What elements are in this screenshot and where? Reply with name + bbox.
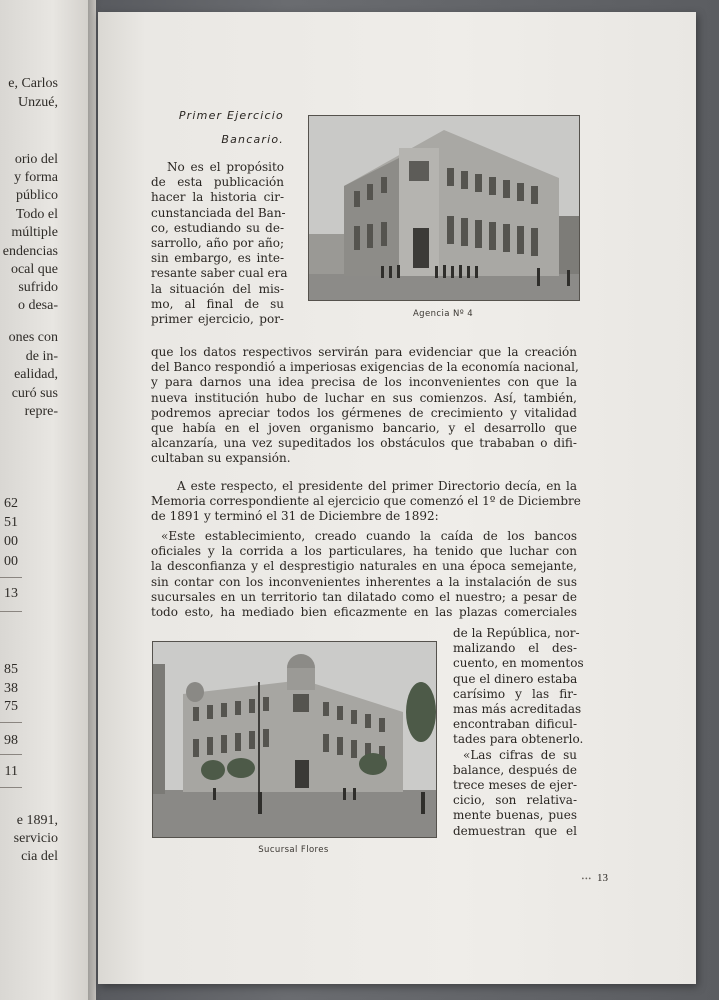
text-line: encontraban dificul- — [453, 717, 577, 732]
text-line: la situación del mis- — [151, 281, 284, 296]
text-line: malizando el des- — [453, 641, 577, 656]
previous-page-text: 51 — [4, 515, 18, 530]
intro-narrow-column — [151, 160, 288, 327]
text-line: mas más acreditadas — [453, 702, 582, 717]
text-line: A este respecto, el presidente del primer Directorio decía, en la — [177, 479, 577, 493]
text-line: cultaban su expansión. — [151, 451, 291, 466]
text-line: oficiales y la corrida a los particulares, ha tenido que luchar con — [151, 544, 577, 559]
previous-page-edge — [0, 0, 96, 1000]
text-line: que el dinero estaba — [453, 671, 578, 686]
previous-page-text: servicio — [13, 831, 58, 846]
text-line: primer ejercicio, por- — [151, 312, 284, 327]
page-number: 13 — [597, 872, 608, 884]
text-line: carísimo y las fir- — [453, 686, 577, 701]
previous-page-text: endencias — [2, 244, 58, 259]
quote-narrow-column — [453, 626, 584, 839]
text-line: que había en el joven organismo bancario, y el desarrollo que — [151, 421, 577, 436]
text-line: «Este establecimiento, creado cuando la caída de los bancos — [161, 529, 577, 543]
previous-page-rule — [0, 611, 22, 612]
previous-page-rule — [0, 754, 22, 755]
previous-page-text: ones con — [8, 330, 58, 345]
previous-page-text: repre- — [24, 404, 58, 419]
previous-page-text: Unzué, — [17, 95, 58, 110]
previous-page-text: y forma — [14, 170, 58, 185]
text-line: hacer la historia cir- — [151, 190, 284, 205]
previous-page-text: de in- — [25, 349, 58, 364]
text-line: No es el propósito — [167, 160, 284, 174]
text-line: de esta publicación — [151, 175, 284, 190]
text-line: de la República, nor- — [453, 626, 580, 640]
section-heading-line1: Primer Ejercicio — [178, 109, 284, 122]
text-line: trece meses de ejer- — [453, 778, 577, 793]
text-line: sin contar con los inconvenientes inherentes a la instalación de sus — [151, 574, 577, 589]
agencia-photo-caption: Agencia Nº 4 — [412, 309, 474, 319]
previous-page-text: curó sus — [11, 386, 58, 401]
previous-page-text: 98 — [4, 733, 18, 748]
previous-page-text: 75 — [4, 699, 18, 714]
text-line: del Banco respondió a imperiosas exigencias de la economía nacional, — [151, 360, 579, 375]
previous-page-rule — [0, 577, 22, 578]
text-line: demuestran que el — [453, 823, 577, 838]
text-line: podremos apreciar todos los gérmenes de crecimiento y vitalidad — [151, 405, 577, 420]
text-line: de 1891 y terminó el 31 de Diciembre de 1892: — [151, 509, 439, 524]
text-line: tades para obtenerlo. — [453, 732, 584, 747]
text-line: sarrollo, año por año; — [151, 236, 284, 251]
quote-paragraph — [151, 529, 577, 620]
text-line: sucursales en un territorio tan dilatado como el nuestro; a pesar de — [151, 589, 577, 604]
text-line: mente buenas, pues — [453, 808, 577, 823]
previous-page-text: 62 — [4, 496, 18, 511]
agencia-photo — [308, 115, 580, 301]
text-line: cunstanciada del Ban- — [151, 205, 286, 220]
text-line: «Las cifras de su — [463, 747, 577, 762]
text-line: resante saber cual era — [151, 266, 288, 281]
intro-paragraph — [151, 345, 577, 467]
previous-page-text: 00 — [4, 534, 18, 549]
previous-page-text: público — [16, 188, 58, 203]
previous-page-text: Todo el — [15, 207, 58, 222]
text-line: y para darnos una idea precisa de los inconvenientes con que la — [151, 375, 577, 390]
previous-page-text: 38 — [4, 681, 18, 696]
text-line: cicio, son relativa- — [453, 793, 577, 808]
previous-page-text: múltiple — [11, 225, 58, 240]
text-line: co, estudiando su de- — [151, 220, 284, 235]
previous-page-text: 85 — [4, 662, 18, 677]
text-line: Memoria correspondiente al ejercicio que comenzó el 1º de Diciembre — [151, 494, 581, 509]
text-line: sin embargo, es inte- — [151, 251, 284, 266]
book-page — [98, 12, 696, 984]
text-line: cuento, en momentos — [453, 656, 584, 671]
previous-page-text: e, Carlos — [8, 76, 58, 91]
previous-page-rule — [0, 722, 22, 723]
text-line: todo esto, ha mediado bien eficazmente en las plazas comerciales — [151, 605, 577, 620]
text-line: alcanzaría, una vez supeditados los obstáculos que trababan o difi- — [151, 436, 577, 451]
text-line: mo, al final de su — [151, 296, 284, 311]
previous-page-text: ealidad, — [14, 367, 58, 382]
previous-page-rule — [0, 787, 22, 788]
agencia-building-illustration — [309, 116, 579, 300]
previous-page-text: ocal que — [10, 262, 58, 277]
text-line: balance, después de — [453, 762, 577, 777]
previous-page-text: orio del — [14, 152, 58, 167]
text-line: nueva institución hubo de luchar en sus comienzos. Así, también, — [151, 390, 577, 405]
section-heading-line2: Bancario. — [221, 133, 284, 146]
text-line: que los datos respectivos servirán para evidenciar que la creación — [151, 345, 577, 359]
previous-page-text: o desa- — [17, 298, 58, 313]
folio-ornament: ••• — [581, 875, 592, 883]
previous-page-text: e 1891, — [16, 813, 58, 828]
text-line: la desconfianza y el desprestigio naturales en una época semejante, — [151, 559, 577, 574]
page-folio — [582, 872, 608, 884]
previous-page-text: 11 — [4, 764, 18, 779]
directory-paragraph — [151, 479, 581, 525]
previous-page-text: sufrido — [18, 280, 58, 295]
previous-page-text: 13 — [4, 586, 18, 601]
previous-page-text: 00 — [4, 554, 18, 569]
sucursal-flores-photo — [152, 641, 437, 838]
sucursal-flores-caption: Sucursal Flores — [258, 845, 329, 855]
sucursal-building-illustration — [153, 642, 436, 837]
previous-page-text: cia del — [21, 849, 58, 864]
